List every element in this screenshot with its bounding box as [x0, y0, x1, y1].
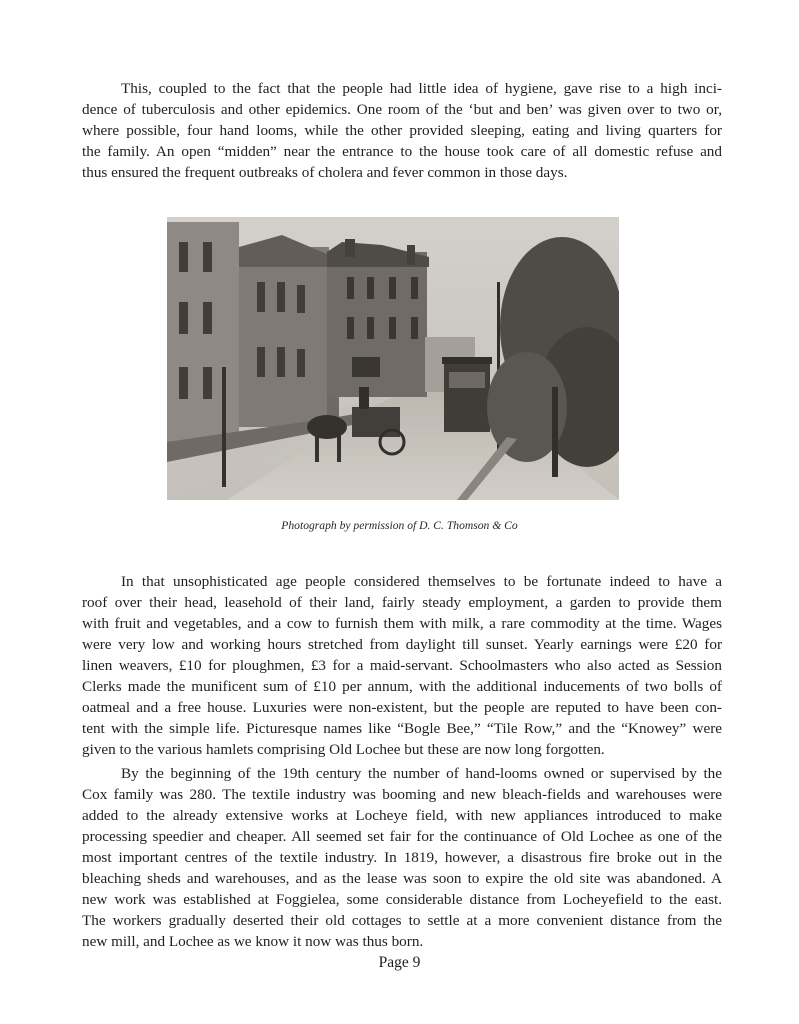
text-line: The workers gradually deserted their old cottages to settle at a more convenient distance from the [82, 912, 722, 929]
text-line: were very low and working hours stretched from daylight till sunset. Yearly earnings were £20 for [82, 636, 722, 653]
text-line: the family. An open “midden” near the entrance to the house took care of all domestic refuse and [82, 143, 722, 160]
text-line: given to the various hamlets comprising Old Lochee but these are now long forgotten. [82, 741, 605, 758]
text-line: In that unsophisticated age people considered themselves to be fortunate indeed to have a [121, 573, 722, 590]
text-line: By the beginning of the 19th century the number of hand-looms owned or supervised by the [121, 765, 722, 782]
text-line: new mill, and Lochee as we know it now was thus born. [82, 933, 424, 950]
text-line: This, coupled to the fact that the people had little idea of hygiene, gave rise to a high inci- [121, 80, 722, 97]
photo-caption: Photograph by permission of D. C. Thomson & Co [281, 519, 518, 532]
text-line: new work was established at Foggielea, some considerable distance from Locheyefield to the east. [82, 891, 722, 908]
historic-street-photograph [167, 217, 619, 500]
text-line: bleaching sheds and warehouses, and as the lease was soon to expire the old site was abandoned. A [82, 870, 722, 887]
text-line: with fruit and vegetables, and a cow to furnish them with milk, a rare commodity at the time. Wages [82, 615, 722, 632]
text-line: oatmeal and a free house. Luxuries were non-existent, but the people are reputed to have been con- [82, 699, 722, 716]
paragraph-19th-century [82, 763, 722, 952]
text-line: tent with the simple life. Picturesque names like “Bogle Bee,” “Tile Row,” and the “Knowey” were [82, 720, 722, 737]
text-line: where possible, four hand looms, while the other provided sleeping, eating and living quarters for [82, 122, 722, 139]
text-line: thus ensured the frequent outbreaks of cholera and fever common in those days. [82, 164, 568, 181]
paragraph-unsophisticated-age [82, 571, 722, 760]
text-line: Cox family was 280. The textile industry was booming and new bleach-fields and warehouses were [82, 786, 722, 803]
text-line: Clerks made the munificent sum of £10 per annum, with the additional inducements of two bolls of [82, 678, 722, 695]
text-line: linen weavers, £10 for ploughmen, £3 for a maid-servant. Schoolmasters who also acted as Session [82, 657, 722, 674]
text-line: added to the already extensive works at Locheye field, with new appliances introduced to make [82, 807, 722, 824]
text-line: processing speedier and cheaper. All seemed set fair for the continuance of Old Lochee as one of the [82, 828, 722, 845]
street-scene-image [167, 217, 619, 500]
text-line: dence of tuberculosis and other epidemics. One room of the ‘but and ben’ was given over to two or, [82, 101, 722, 118]
page-number: Page 9 [378, 954, 421, 971]
text-line: most important centres of the textile industry. In 1819, however, a disastrous fire broke out in the [82, 849, 722, 866]
paragraph-hygiene [82, 78, 722, 183]
text-line: roof over their head, leasehold of their land, fairly steady employment, a garden to provide them [82, 594, 722, 611]
